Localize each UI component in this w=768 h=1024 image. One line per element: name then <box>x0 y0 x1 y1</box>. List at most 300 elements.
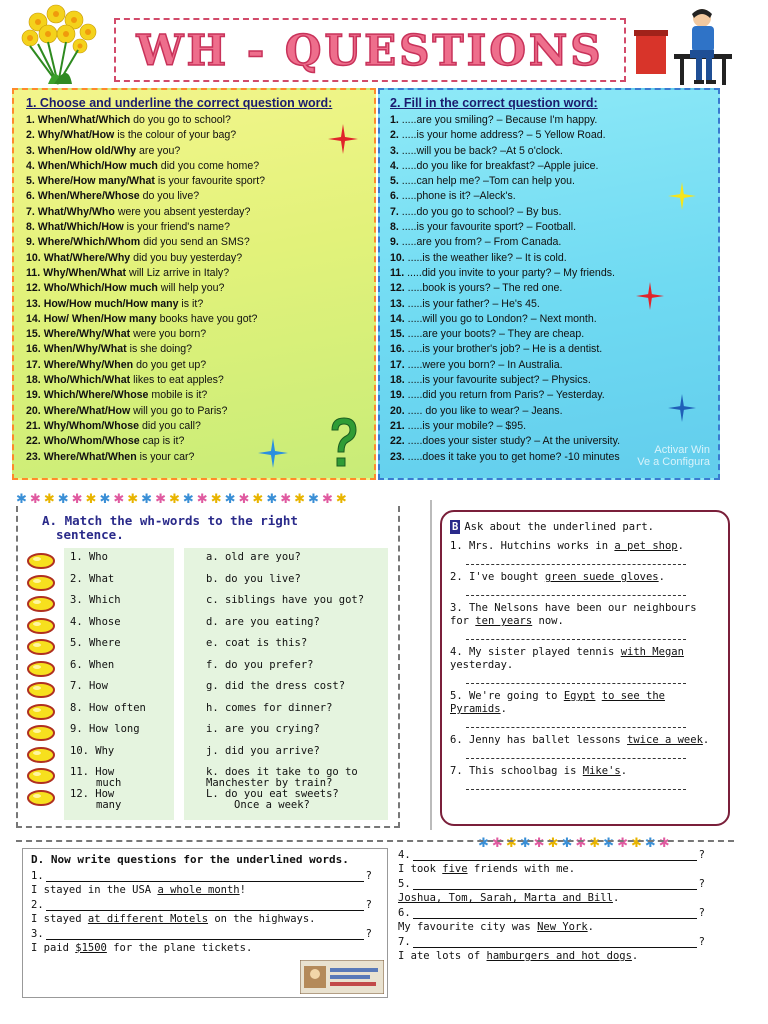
question-item <box>26 205 366 220</box>
question-item <box>26 358 366 373</box>
question-item <box>26 235 366 250</box>
fill-in-text[interactable]: .....do you go to school? – By bus. <box>398 205 562 218</box>
sentence-ending-text-continued: Once a week? <box>234 798 310 811</box>
sentence-text: . <box>677 540 684 552</box>
question-number: 15. <box>390 328 405 341</box>
question-number: 1. <box>390 114 399 126</box>
exercise-b-panel <box>430 500 730 830</box>
question-item <box>26 419 366 434</box>
question-text: did you call? <box>139 419 201 432</box>
question-number: 10. <box>26 251 41 264</box>
sentence-text: This schoolbag is <box>468 765 583 777</box>
fill-in-item <box>390 220 712 235</box>
exercise-1-panel <box>12 88 376 480</box>
item-number: 4. <box>398 849 411 861</box>
question-text: did you send an SMS? <box>140 236 250 249</box>
decorative-star-divider: ✱ ✱ ✱ ✱ ✱ ✱ ✱ ✱ ✱ ✱ ✱ ✱ ✱ ✱ ✱ ✱ ✱ ✱ ✱ ✱ ✱ ✱ ✱ ✱ <box>16 491 347 506</box>
sentence-ending-item <box>206 703 364 725</box>
sentence-text: We're going to <box>468 690 564 702</box>
lemon-bullet-icon <box>26 768 56 784</box>
question-answer-row <box>398 878 724 890</box>
question-text: is your friend's name? <box>123 221 230 234</box>
question-number: 9. <box>390 236 399 249</box>
sentence-text: I ate lots of <box>398 950 487 962</box>
sentence-ending-item <box>206 638 364 660</box>
statement-item <box>398 863 724 875</box>
question-answer-row <box>398 849 724 861</box>
sentence-text: . <box>631 950 639 962</box>
question-word-choices[interactable]: Where/What/How <box>43 404 131 417</box>
question-answer-row <box>398 907 724 919</box>
fill-in-text[interactable]: .....are you from? – From Canada. <box>398 236 562 249</box>
question-item <box>26 128 366 143</box>
question-number: 10. <box>390 251 405 264</box>
statement-item <box>31 884 379 896</box>
wh-word-item <box>70 703 146 725</box>
fill-in-item <box>390 312 712 327</box>
sentence-text: My favourite city was <box>398 921 538 933</box>
wh-word-item <box>70 638 146 660</box>
answer-line[interactable] <box>466 555 686 565</box>
wh-word-label: 8. How often <box>70 701 146 714</box>
item-number: 2. <box>450 571 463 583</box>
question-number: 7. <box>26 205 35 218</box>
underlined-sentence-item <box>450 571 720 584</box>
underlined-sentence-item <box>450 690 720 716</box>
wh-word-item <box>70 660 146 682</box>
question-word-choices[interactable]: What/Where/Why <box>43 251 131 264</box>
fill-in-text[interactable]: .....will you go to London? – Next month. <box>404 312 597 325</box>
question-mark: ? <box>365 870 372 882</box>
wh-word-label: 2. What <box>70 572 115 585</box>
question-number: 7. <box>390 205 399 218</box>
answer-line[interactable] <box>466 780 686 790</box>
question-word-choices[interactable]: Why/What/How <box>37 129 115 142</box>
question-number: 5. <box>26 175 35 188</box>
wh-word-item <box>70 746 146 768</box>
answer-line[interactable] <box>466 630 686 640</box>
underlined-part: Joshua, Tom, Sarah, Marta and Bill <box>398 892 613 904</box>
question-number: 14. <box>26 312 41 325</box>
sentence-text: for the plane tickets. <box>106 942 253 954</box>
question-answer-row <box>31 870 379 882</box>
question-number: 18. <box>390 374 405 387</box>
question-text: do you get up? <box>133 358 207 371</box>
item-number: 6. <box>450 734 463 746</box>
daffodil-illustration <box>18 4 106 86</box>
sentence-text: friends with me. <box>467 863 576 875</box>
question-text: were you born? <box>130 328 207 341</box>
question-word-choices[interactable]: When/What/Which <box>37 114 131 126</box>
sentence-text: now. <box>532 615 564 627</box>
item-number: 1. <box>31 870 44 882</box>
question-number: 2. <box>26 129 35 142</box>
item-number: 3. <box>450 602 463 614</box>
question-word-choices[interactable]: When/Where/Whose <box>37 190 140 203</box>
item-number: 1. <box>450 540 463 552</box>
question-word-choices[interactable]: What/Why/Who <box>37 205 115 218</box>
question-number: 6. <box>26 190 35 203</box>
sentence-text: . <box>612 892 620 904</box>
statement-item <box>398 950 724 962</box>
sentence-ending-item <box>206 617 364 639</box>
sentence-ending-text: g. did the dress cost? <box>206 680 346 692</box>
question-word-choices[interactable]: Who/Which/How much <box>43 282 158 295</box>
question-number: 23. <box>390 450 405 463</box>
underlined-part: New York <box>537 921 588 933</box>
sentence-ending-text: b. do you live? <box>206 572 301 585</box>
sentence-ending-item <box>206 767 364 789</box>
sentence-text: yesterday. <box>450 659 514 671</box>
question-text: will help you? <box>157 282 225 295</box>
question-mark: ? <box>698 849 705 861</box>
question-item <box>26 189 366 204</box>
fill-in-text[interactable]: ..... do you like to wear? – Jeans. <box>404 404 563 417</box>
question-text: is your car? <box>136 450 195 463</box>
sentence-ending-column <box>206 552 364 810</box>
item-number: 7. <box>398 936 411 948</box>
underlined-part: $1500 <box>75 942 107 954</box>
fill-in-item <box>390 205 712 220</box>
sentence-text: I stayed in the USA <box>31 884 158 896</box>
fill-in-item <box>390 128 712 143</box>
question-item <box>26 312 366 327</box>
question-word-choices[interactable]: When/How old/Why <box>37 144 137 157</box>
question-number: 5. <box>390 175 399 188</box>
fill-in-item <box>390 251 712 266</box>
item-number: 7. <box>450 765 463 777</box>
fill-in-text[interactable]: .....is the weather like? – It is cold. <box>404 251 567 264</box>
question-number: 1. <box>26 114 35 126</box>
sentence-ending-item <box>206 552 364 574</box>
red-sparkle-icon <box>328 124 358 154</box>
underlined-sentence-item <box>450 734 720 747</box>
fill-in-text[interactable]: .....book is yours? – The red one. <box>404 282 563 295</box>
question-text: books have you got? <box>156 312 258 325</box>
question-text: do you go to school? <box>130 114 231 126</box>
question-number: 17. <box>26 358 41 371</box>
question-number: 4. <box>26 159 35 172</box>
underlined-sentence-item <box>450 646 720 672</box>
item-number: 5. <box>398 878 411 890</box>
fill-in-text[interactable]: .....is your home address? – 5 Yellow Road. <box>398 129 606 142</box>
answer-line[interactable] <box>46 930 364 940</box>
question-number: 3. <box>390 144 399 157</box>
question-number: 2. <box>390 129 399 142</box>
answer-line[interactable] <box>466 718 686 728</box>
question-text: did you buy yesterday? <box>130 251 243 264</box>
question-answer-row <box>398 936 724 948</box>
answer-line[interactable] <box>466 586 686 596</box>
statement-item <box>398 921 724 933</box>
fill-in-text[interactable]: .....is your father? – He's 45. <box>404 297 540 310</box>
question-number: 22. <box>390 435 405 448</box>
fill-in-item <box>390 144 712 159</box>
question-text: will Liz arrive in Italy? <box>126 266 230 279</box>
underlined-part: Mike's <box>582 765 621 777</box>
match-table <box>64 548 388 820</box>
fill-in-item <box>390 174 712 189</box>
fill-in-text[interactable]: .....did you invite to your party? – My friends. <box>404 266 615 279</box>
wh-word-column <box>70 552 146 810</box>
question-text: were you absent yesterday? <box>114 205 251 218</box>
question-word-choices[interactable]: How/ When/How many <box>43 312 157 325</box>
underlined-part: with Megan <box>620 646 684 658</box>
item-number: 3. <box>31 928 44 940</box>
blue-sparkle-icon <box>668 394 696 422</box>
sentence-text: The Nelsons have been our neighbours for <box>450 602 697 627</box>
fill-in-text[interactable]: .....is your favourite subject? – Physics. <box>404 374 591 387</box>
sentence-ending-text: k. does it take to go to <box>206 766 358 778</box>
answer-line[interactable] <box>466 749 686 759</box>
question-item <box>26 251 366 266</box>
sentence-text: ! <box>239 884 246 896</box>
question-item <box>26 159 366 174</box>
question-number: 11. <box>26 266 41 279</box>
lemon-bullet-icon <box>26 725 56 741</box>
sentence-text: I paid <box>31 942 76 954</box>
question-text: are you? <box>136 144 181 157</box>
question-number: 8. <box>390 221 399 234</box>
lemon-bullet-icon <box>26 553 56 569</box>
sentence-ending-text: j. did you arrive? <box>206 744 320 757</box>
exercise-d-heading: D. Now write questions for the underlined words. <box>31 853 349 866</box>
wh-word-label: 11. How <box>70 766 115 778</box>
exercise-b-number: B <box>452 521 459 533</box>
question-number: 6. <box>390 190 399 203</box>
fill-in-text[interactable]: .....does it take you to get home? -10 minutes <box>404 450 620 463</box>
question-text: will you go to Paris? <box>130 404 228 417</box>
statement-item <box>398 892 724 904</box>
question-word-choices[interactable]: Which/Where/Whose <box>43 389 149 402</box>
fill-in-text[interactable]: .....will you be back? –At 5 o'clock. <box>398 144 563 157</box>
fill-in-item <box>390 388 712 403</box>
sentence-text: . <box>658 571 665 583</box>
question-item <box>26 113 366 128</box>
question-item <box>26 450 366 465</box>
question-number: 19. <box>390 389 405 402</box>
underlined-part: a whole month <box>157 884 240 896</box>
question-number: 15. <box>26 328 41 341</box>
question-mark: ? <box>698 907 705 919</box>
sentence-text: I stayed <box>31 913 88 925</box>
question-word-choices[interactable]: Why/Whom/Whose <box>43 419 140 432</box>
question-item <box>26 388 366 403</box>
statement-item <box>31 913 379 925</box>
sentence-text: . <box>620 765 628 777</box>
wh-word-label: 7. How <box>70 680 108 692</box>
sentence-text: My sister played tennis <box>468 646 621 658</box>
question-text: is your favourite sport? <box>154 175 266 188</box>
question-number: 3. <box>26 144 35 157</box>
question-number: 14. <box>390 312 405 325</box>
underlined-part: ten years <box>475 615 533 627</box>
question-item <box>26 327 366 342</box>
question-word-choices[interactable]: Who/Which/What <box>43 374 131 387</box>
question-number: 11. <box>390 266 405 279</box>
question-item <box>26 220 366 235</box>
underlined-part: five <box>442 863 468 875</box>
publisher-logo <box>300 960 384 994</box>
answer-line[interactable] <box>46 901 364 911</box>
question-number: 12. <box>390 282 405 295</box>
fill-in-item <box>390 159 712 174</box>
exercise-d-right-list <box>398 846 724 962</box>
question-text: mobile is it? <box>148 389 208 402</box>
wh-word-item <box>70 574 146 596</box>
question-word-choices[interactable]: When/Why/What <box>43 343 127 356</box>
wh-word-label-continued: many <box>96 798 122 811</box>
question-word-choices[interactable]: Who/Whom/Whose <box>43 435 140 448</box>
underlined-part: twice a week <box>627 734 703 746</box>
sentence-ending-text: e. coat is this? <box>206 637 308 649</box>
answer-line[interactable] <box>413 909 697 919</box>
exercise-b-card <box>440 510 730 826</box>
student-at-desk-illustration <box>634 4 734 88</box>
fill-in-item <box>390 327 712 342</box>
sentence-ending-text: c. siblings have you got? <box>206 594 365 606</box>
answer-line[interactable] <box>46 872 364 882</box>
lemon-bullet-icon <box>26 682 56 698</box>
lemon-bullet-icon <box>26 704 56 720</box>
sentence-ending-text: L. do you eat sweets? <box>206 787 339 800</box>
question-number: 22. <box>26 435 41 448</box>
question-number: 20. <box>390 404 405 417</box>
underlined-part: to see the Pyramids <box>450 690 665 715</box>
wh-word-label: 1. Who <box>70 551 108 563</box>
wh-word-item <box>70 724 146 746</box>
question-number: 21. <box>390 419 405 432</box>
item-number: 6. <box>398 907 411 919</box>
question-mark: ? <box>365 928 372 940</box>
question-number: 4. <box>390 159 399 172</box>
fill-in-text[interactable]: .....are you smiling? – Because I'm happy. <box>398 114 598 126</box>
question-word-choices[interactable]: Where/Which/Whom <box>37 236 141 249</box>
question-number: 18. <box>26 374 41 387</box>
fill-in-text[interactable]: .....do you like for breakfast? –Apple juice. <box>398 159 599 172</box>
fill-in-text[interactable]: .....phone is it? –Aleck's. <box>398 190 516 203</box>
sentence-text: . <box>587 921 594 933</box>
lemon-bullet-icon <box>26 618 56 634</box>
question-text: likes to eat apples? <box>130 374 224 387</box>
question-item <box>26 297 366 312</box>
exercise-1-list <box>26 113 366 465</box>
question-text: do you live? <box>139 190 200 203</box>
answer-line[interactable] <box>413 880 697 890</box>
answer-line[interactable] <box>413 938 697 948</box>
page-title: WH - QUESTIONS <box>136 25 604 75</box>
exercise-a-heading-line-1: A. Match the wh-words to the right <box>42 513 298 528</box>
fill-in-text[interactable]: .....is your favourite sport? – Football. <box>398 221 577 234</box>
wh-word-label: 12. How <box>70 787 115 800</box>
sentence-ending-item <box>206 595 364 617</box>
question-number: 8. <box>26 221 35 234</box>
question-number: 16. <box>26 343 41 356</box>
watermark-line-2: Ve a Configura <box>637 456 710 468</box>
fill-in-text[interactable]: .....can help me? –Tom can help you. <box>398 175 575 188</box>
exercise-d-left-list <box>31 870 379 954</box>
underlined-part: hamburgers and hot dogs <box>486 950 632 962</box>
wh-word-label: 5. Where <box>70 637 121 649</box>
item-number: 4. <box>450 646 463 658</box>
yellow-sparkle-icon <box>668 182 696 210</box>
underlined-sentence-item <box>450 602 720 628</box>
sentence-text: . <box>500 703 507 715</box>
exercise-1-heading: 1. Choose and underline the correct question word: <box>26 96 333 110</box>
wh-word-item <box>70 595 146 617</box>
sentence-ending-item <box>206 746 364 768</box>
question-item <box>26 174 366 189</box>
underlined-sentence-item <box>450 540 720 553</box>
question-text: cap is it? <box>139 435 185 448</box>
fill-in-item <box>390 113 712 128</box>
lemon-bullet-icon <box>26 747 56 763</box>
fill-in-text[interactable]: .....did you return from Paris? – Yesterday. <box>404 389 605 402</box>
answer-line[interactable] <box>413 851 697 861</box>
question-word-choices[interactable]: Why/When/What <box>43 266 127 279</box>
question-word-choices[interactable]: Where/How many/What <box>37 175 155 188</box>
question-number: 17. <box>390 358 405 371</box>
exercise-a-heading <box>42 514 298 542</box>
question-number: 13. <box>390 297 405 310</box>
sentence-text: Jenny has ballet lessons <box>468 734 628 746</box>
fill-in-text[interactable]: .....is your brother's job? – He is a dentist. <box>404 343 603 356</box>
wh-word-label: 9. How long <box>70 723 140 735</box>
question-word-choices[interactable]: What/Which/How <box>37 221 124 234</box>
question-item <box>26 373 366 388</box>
wh-word-item <box>70 681 146 703</box>
question-item <box>26 434 366 449</box>
fill-in-text[interactable]: .....were you born? – In Australia. <box>404 358 563 371</box>
sentence-ending-text: h. comes for dinner? <box>206 701 333 714</box>
question-word-choices[interactable]: When/Which/How much <box>37 159 158 172</box>
question-word-choices[interactable]: Where/Why/When <box>43 358 134 371</box>
question-answer-row <box>31 899 379 911</box>
exercise-a-panel <box>16 506 400 828</box>
sentence-text: Mrs. Hutchins works in <box>468 540 615 552</box>
sentence-ending-text-continued: Manchester by train? <box>206 777 333 789</box>
question-mark: ? <box>365 899 372 911</box>
fill-in-text[interactable]: .....does your sister study? – At the university. <box>404 435 621 448</box>
question-item <box>26 404 366 419</box>
fill-in-text[interactable]: .....are your boots? – They are cheap. <box>404 328 585 341</box>
question-text: did you come home? <box>157 159 260 172</box>
question-item <box>26 144 366 159</box>
title-banner <box>114 18 626 82</box>
underlined-sentence-item <box>450 765 720 778</box>
answer-line[interactable] <box>466 674 686 684</box>
question-word-choices[interactable]: Where/Why/What <box>43 328 131 341</box>
sentence-ending-item <box>206 789 364 811</box>
wh-word-label: 10. Why <box>70 744 115 757</box>
fill-in-item <box>390 342 712 357</box>
question-word-choices[interactable]: Where/What/When <box>43 450 137 463</box>
question-mark: ? <box>698 936 705 948</box>
underlined-part: Egypt <box>563 690 596 702</box>
question-number: 21. <box>26 419 41 432</box>
question-answer-row <box>31 928 379 940</box>
lemon-bullet-icon <box>26 661 56 677</box>
question-word-choices[interactable]: How/How much/How many <box>43 297 179 310</box>
question-number: 23. <box>26 450 41 463</box>
question-mark-icon <box>326 416 360 472</box>
underlined-part: a pet shop <box>614 540 678 552</box>
question-number: 9. <box>26 236 35 249</box>
sentence-ending-text: i. are you crying? <box>206 723 320 735</box>
fill-in-text[interactable]: .....is your mobile? – $95. <box>404 419 527 432</box>
question-mark: ? <box>698 878 705 890</box>
sentence-ending-text: f. do you prefer? <box>206 658 314 671</box>
